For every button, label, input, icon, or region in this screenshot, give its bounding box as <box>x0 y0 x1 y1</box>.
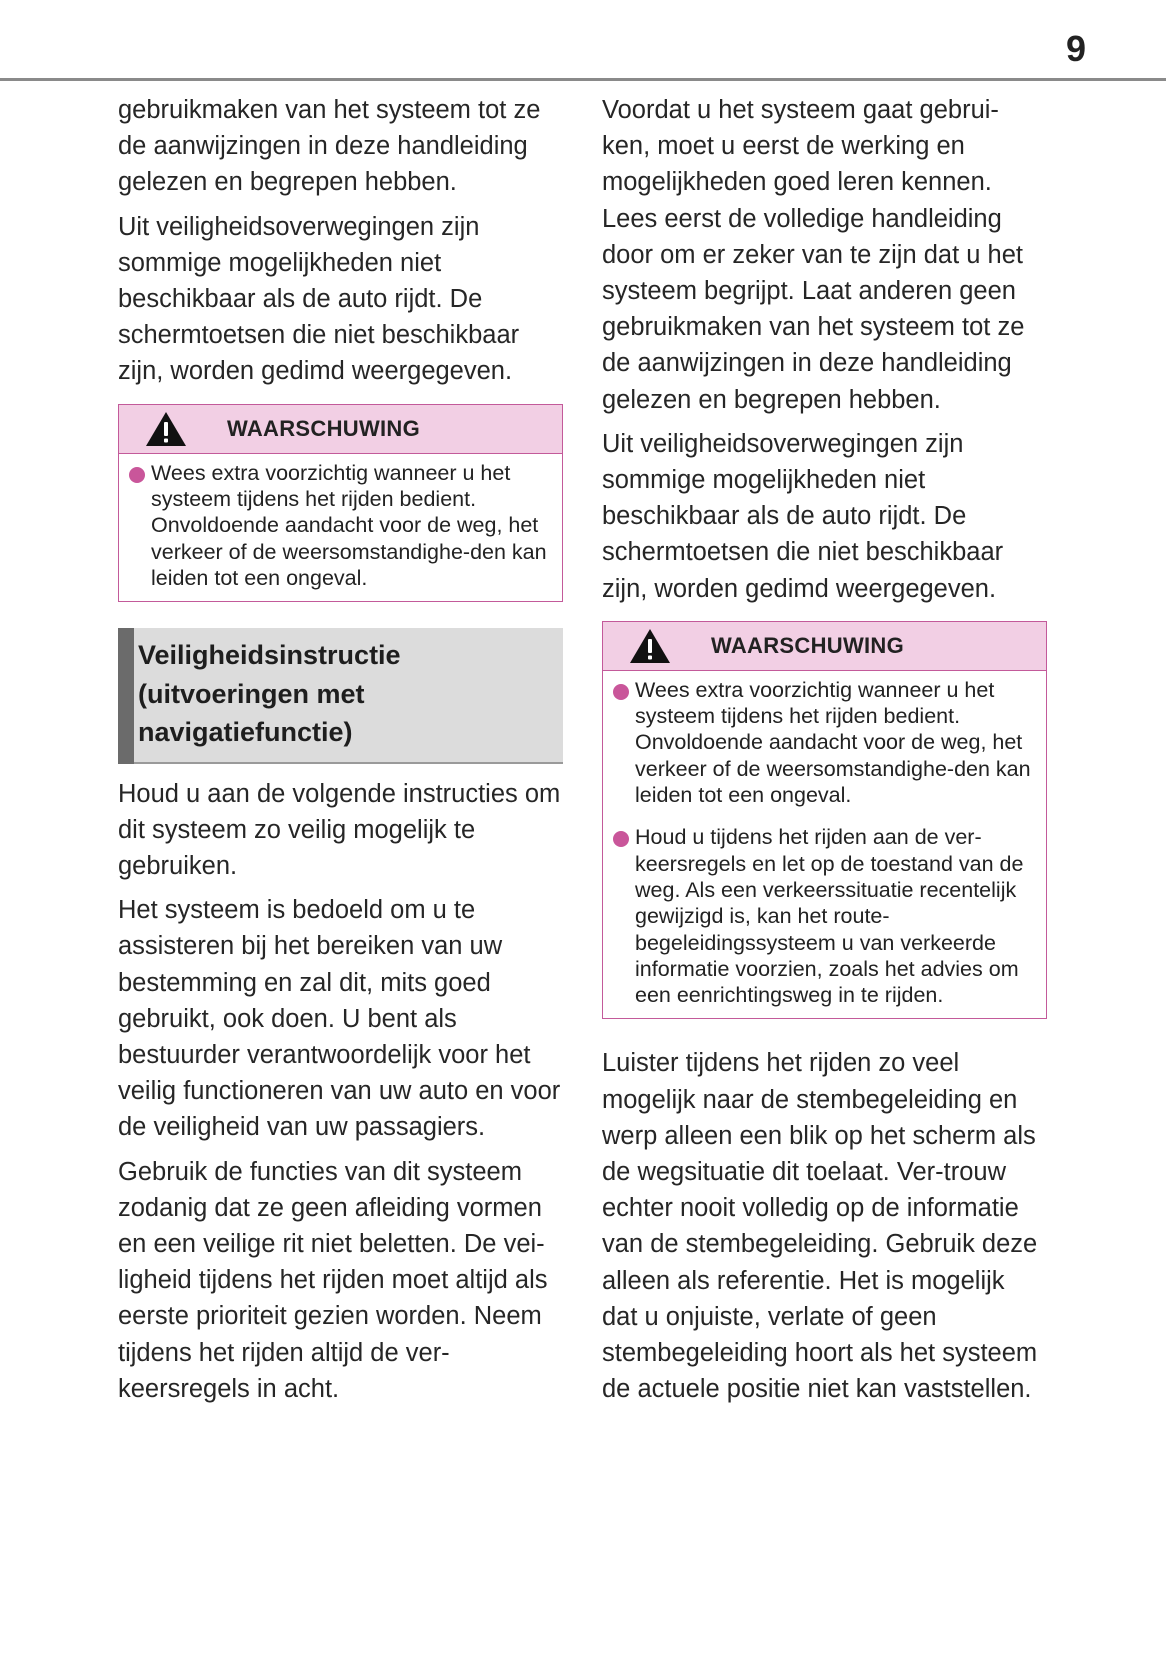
header-divider <box>0 78 1166 81</box>
warning-item <box>129 460 550 591</box>
right-column <box>602 92 1047 1415</box>
warning-triangle-icon <box>629 628 671 664</box>
warning-item <box>613 677 1034 808</box>
right-paragraph-3: Luister tijdens het rijden zo veel mogelijk naar de stembegeleiding en werp alleen een blik op het scherm als de wegsituatie dit toelaat. Ver-trouw echter nooit volledig op de informatie van de stembegeleiding. Gebruik deze alleen als referentie. Het is mogelijk dat u onjuiste, verlate of geen stembegeleiding hoort als het systeem de actuele positie niet kan vaststellen. <box>602 1049 1038 1404</box>
page-number: 9 <box>1065 28 1086 69</box>
warning-header <box>119 405 562 454</box>
left-paragraph-4: Het systeem is bedoeld om u te assisteren bij het bereiken van uw bestemming en zal dit, mits goed gebruikt, ook doen. U bent als bestuurder verantwoordelijk voor het veilig functioneren van uw auto en voor de veiligheid van uw passagiers. <box>118 896 561 1142</box>
bullet-icon <box>613 831 629 847</box>
right-paragraph-2: Uit veiligheidsoverwegingen zijn sommige mogelijkheden niet beschikbaar als de auto rijdt. De schermtoetsen die niet beschikbaar zijn, worden gedimd weergegeven. <box>602 429 1004 603</box>
warning-item-text: Wees extra voorzichtig wanneer u het systeem tijdens het rijden bedient. Onvoldoende aandacht voor de weg, het verkeer of de weersomstandighe-den kan leiden tot een ongeval. <box>151 460 547 590</box>
warning-header <box>603 622 1046 671</box>
bullet-icon <box>613 684 629 700</box>
left-paragraph-2: Uit veiligheidsoverwegingen zijn sommige mogelijkheden niet beschikbaar als de auto rijdt. De schermtoetsen die niet beschikbaar zijn, worden gedimd weergegeven. <box>118 212 520 386</box>
warning-body <box>603 671 1046 1019</box>
section-heading <box>118 628 563 764</box>
warning-box-right <box>602 621 1047 1020</box>
warning-title: WAARSCHUWING <box>711 632 905 658</box>
left-column <box>118 92 563 1415</box>
warning-item <box>613 824 1034 1008</box>
left-paragraph-5: Gebruik de functies van dit systeem zodanig dat ze geen afleiding vormen en een veilige rit niet beletten. De vei-ligheid tijdens het rijden moet altijd als eerste prioriteit gezien worden. Neem tijdens het rijden altijd de ver-keersregels in acht. <box>118 1157 548 1403</box>
bullet-icon <box>129 467 145 483</box>
left-paragraph-3: Houd u aan de volgende instructies om dit systeem zo veilig mogelijk te gebruiken. <box>118 779 561 881</box>
warning-body <box>119 454 562 601</box>
right-paragraph-1: Voordat u het systeem gaat gebrui-ken, moet u eerst de werking en mogelijkheden goed leren kennen. Lees eerst de volledige handleiding door om er zeker van te zijn dat u het systeem begrijpt. Laat anderen geen gebruikmaken van het systeem tot ze de aanwijzingen in deze handleiding gelezen en begrepen hebben. <box>602 96 1025 414</box>
left-paragraph-1: gebruikmaken van het systeem tot ze de aanwijzingen in deze handleiding gelezen en begrepen hebben. <box>118 96 541 197</box>
section-title: Veiligheidsinstructie (uitvoeringen met navigatiefunctie) <box>138 640 401 748</box>
warning-title: WAARSCHUWING <box>227 415 421 441</box>
warning-box-left <box>118 404 563 602</box>
warning-item-text: Wees extra voorzichtig wanneer u het systeem tijdens het rijden bedient. Onvoldoende aandacht voor de weg, het verkeer of de weersomstandighe-den kan leiden tot een ongeval. <box>635 677 1031 808</box>
warning-triangle-icon <box>145 411 187 447</box>
warning-item-text: Houd u tijdens het rijden aan de ver-keersregels en let op de toestand van de weg. Als een verkeerssituatie recentelijk gewijzigd is, kan het route-begeleidingssysteem u van verkeerde informatie voorzien, zoals het advies om een eenrichtingsweg in te rijden. <box>635 825 1024 1008</box>
